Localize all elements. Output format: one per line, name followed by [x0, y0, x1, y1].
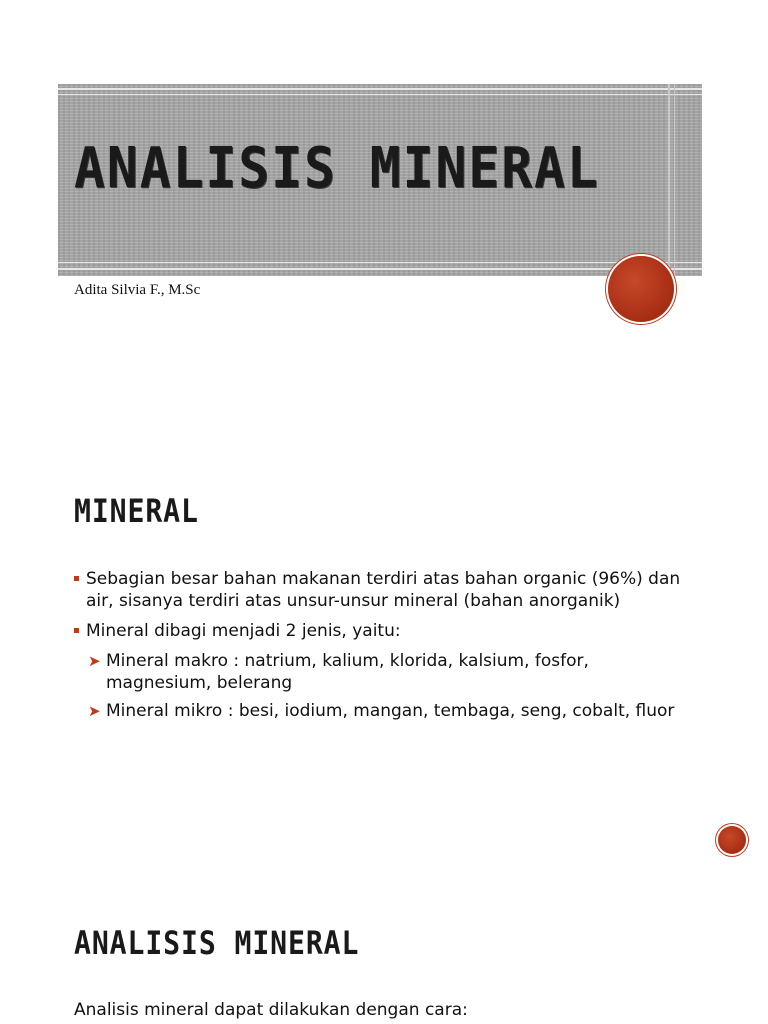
sub-bullet-text: Mineral makro : natrium, kalium, klorida, kalsium, fosfor, magnesium, belerang	[106, 651, 589, 693]
banner-divider	[58, 94, 702, 95]
arrow-bullet-icon: ➤	[88, 702, 101, 720]
red-circle-icon	[718, 826, 746, 854]
bullet-list	[74, 568, 694, 728]
sub-bullet-item	[74, 700, 694, 722]
banner-divider	[668, 84, 670, 276]
banner-divider	[58, 262, 702, 263]
arrow-bullet-icon: ➤	[88, 652, 101, 670]
title-slide	[0, 0, 768, 440]
slide-heading: ANALISIS MINERAL	[74, 924, 360, 962]
mineral-slide	[0, 440, 768, 870]
body-text: Analisis mineral dapat dilakukan dengan cara:	[74, 1000, 468, 1020]
bullet-text: Sebagian besar bahan makanan terdiri atas bahan organic (96%) dan air, sisanya terdiri atas unsur-unsur mineral (bahan anorganik)	[86, 569, 681, 611]
bullet-text: Mineral dibagi menjadi 2 jenis, yaitu:	[86, 621, 401, 641]
sub-bullet-text: Mineral mikro : besi, iodium, mangan, tembaga, seng, cobalt, fluor	[106, 701, 675, 721]
slide-heading: MINERAL	[74, 492, 199, 530]
red-circle-icon	[608, 256, 674, 322]
banner-divider	[58, 88, 702, 90]
bullet-item	[74, 568, 694, 612]
banner-divider	[674, 84, 675, 276]
banner-divider	[58, 268, 702, 270]
bullet-item	[74, 620, 694, 642]
analysis-slide	[0, 870, 768, 1024]
title-banner	[58, 84, 702, 276]
slide-title: ANALISIS MINERAL	[74, 136, 600, 201]
sub-bullet-item	[74, 650, 694, 694]
author-name: Adita Silvia F., M.Sc	[74, 282, 201, 298]
